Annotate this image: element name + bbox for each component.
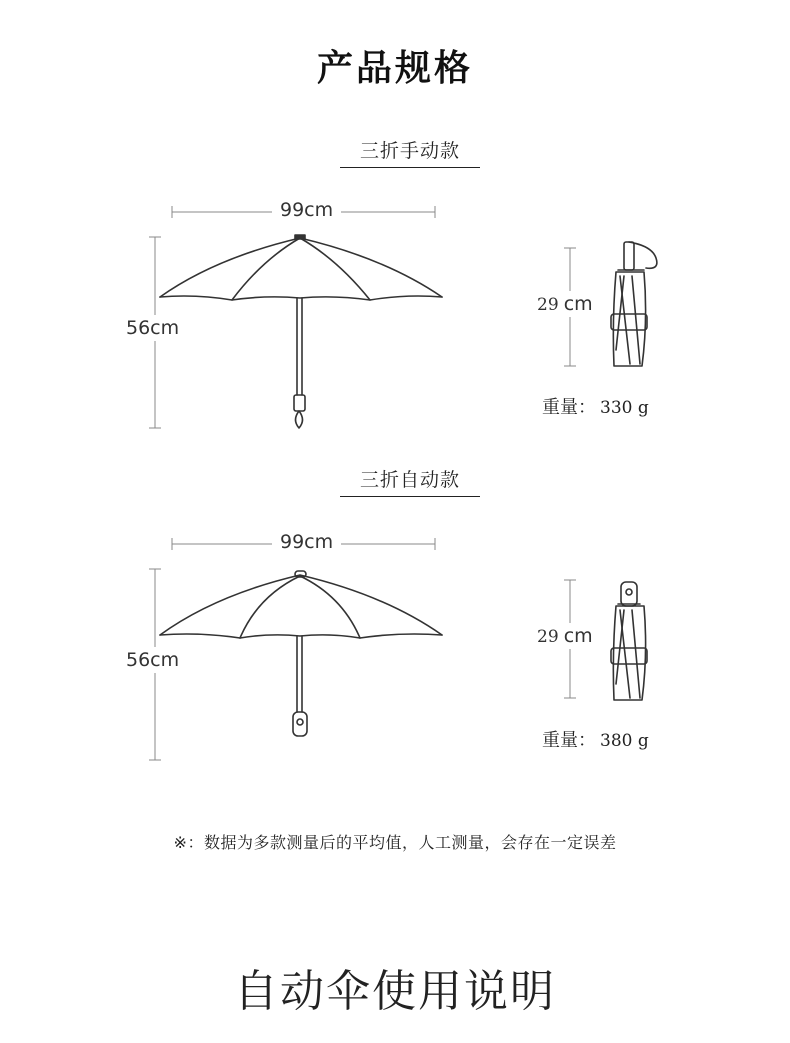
auto-umbrella-folded-icon [611, 582, 647, 700]
auto-folded-length [537, 623, 593, 649]
manual-weight-value: 330 g [600, 398, 649, 418]
manual-folded-length [537, 291, 593, 317]
measurement-note: ※：数据为多款测量后的平均值，人工测量，会存在一定误差 [173, 833, 617, 852]
auto-weight [542, 726, 649, 752]
manual-open-width: 99cm [272, 199, 341, 221]
usage-instructions-title: 自动伞使用说明 [234, 966, 556, 1017]
manual-umbrella-open-icon [160, 235, 442, 428]
auto-umbrella-open-icon [160, 571, 442, 736]
auto-weight-value: 380 g [600, 731, 649, 751]
auto-weight-label: 重量： [542, 730, 596, 751]
page-title: 产品规格 [316, 48, 473, 89]
manual-model-subtitle: 三折手动款 [340, 136, 480, 168]
manual-weight [542, 393, 649, 419]
manual-weight-label: 重量： [542, 397, 596, 418]
manual-folded-length-unit: cm [563, 293, 593, 315]
auto-open-height: 56cm [126, 649, 180, 671]
manual-folded-length-number: 29 [537, 295, 559, 315]
auto-folded-length-number: 29 [537, 627, 559, 647]
auto-model-subtitle: 三折自动款 [340, 465, 480, 497]
auto-folded-length-unit: cm [563, 625, 593, 647]
auto-open-width: 99cm [272, 531, 341, 553]
manual-umbrella-folded-icon [611, 242, 657, 366]
manual-open-height: 56cm [126, 317, 180, 339]
